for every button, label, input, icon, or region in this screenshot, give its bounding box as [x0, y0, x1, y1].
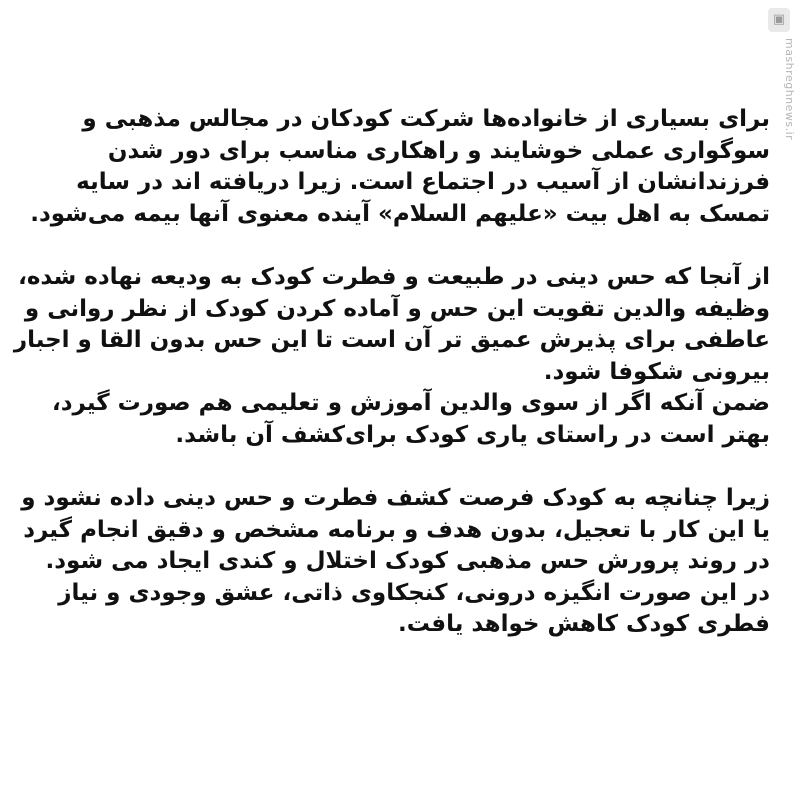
text-line: در روند پرورش حس مذهبی کودک اختلال و کندی ایجاد می شود.	[45, 548, 770, 574]
text-line: سوگواری عملی خوشایند و راهکاری مناسب برای دور شدن	[107, 137, 770, 164]
paragraph	[10, 262, 770, 451]
text-line: زیرا چنانچه به کودک فرصت کشف فطرت و حس دینی داده نشود و	[21, 485, 770, 511]
text-line: یا این کار با تعجیل، بدون هدف و برنامه مشخص و دقیق انجام گیرد	[23, 516, 770, 543]
text-line: تمسک به اهل بیت «علیهم السلام» آینده معنوی آنها بیمه می‌شود.	[30, 200, 770, 227]
article-body	[10, 104, 770, 673]
text-line: فرزندانشان از آسیب در اجتماع است. زیرا دریافته اند در سایه	[76, 169, 770, 195]
text-line: عاطفی برای پذیرش عمیق تر آن است تا این حس بدون القا و اجبار	[13, 327, 770, 353]
paragraph	[10, 483, 770, 641]
text-line: در این صورت انگیزه درونی، کنجکاوی ذاتی، عشق وجودی و نیاز	[58, 579, 770, 606]
text-line: وظیفه والدین تقویت این حس و آماده کردن کودک از نظر روانی و	[24, 295, 770, 322]
text-line: برای بسیاری از خانواده‌ها شرکت کودکان در مجالس مذهبی و	[82, 106, 770, 132]
mashregh-logo-icon: ▣	[768, 8, 790, 32]
paragraph	[10, 104, 770, 230]
text-line: بهتر است در راستای یاری کودک برای‌کشف آن باشد.	[175, 421, 770, 448]
watermark-text: mashreghnews.ir	[783, 38, 796, 141]
text-line: بیرونی شکوفا شود.	[543, 358, 770, 385]
text-line: ضمن آنکه اگر از سوی والدین آموزش و تعلیمی هم صورت گیرد،	[51, 390, 770, 416]
text-line: از آنجا که حس دینی در طبیعت و فطرت کودک به ودیعه نهاده شده،	[18, 264, 770, 290]
text-line: فطری کودک کاهش خواهد یافت.	[397, 611, 770, 637]
